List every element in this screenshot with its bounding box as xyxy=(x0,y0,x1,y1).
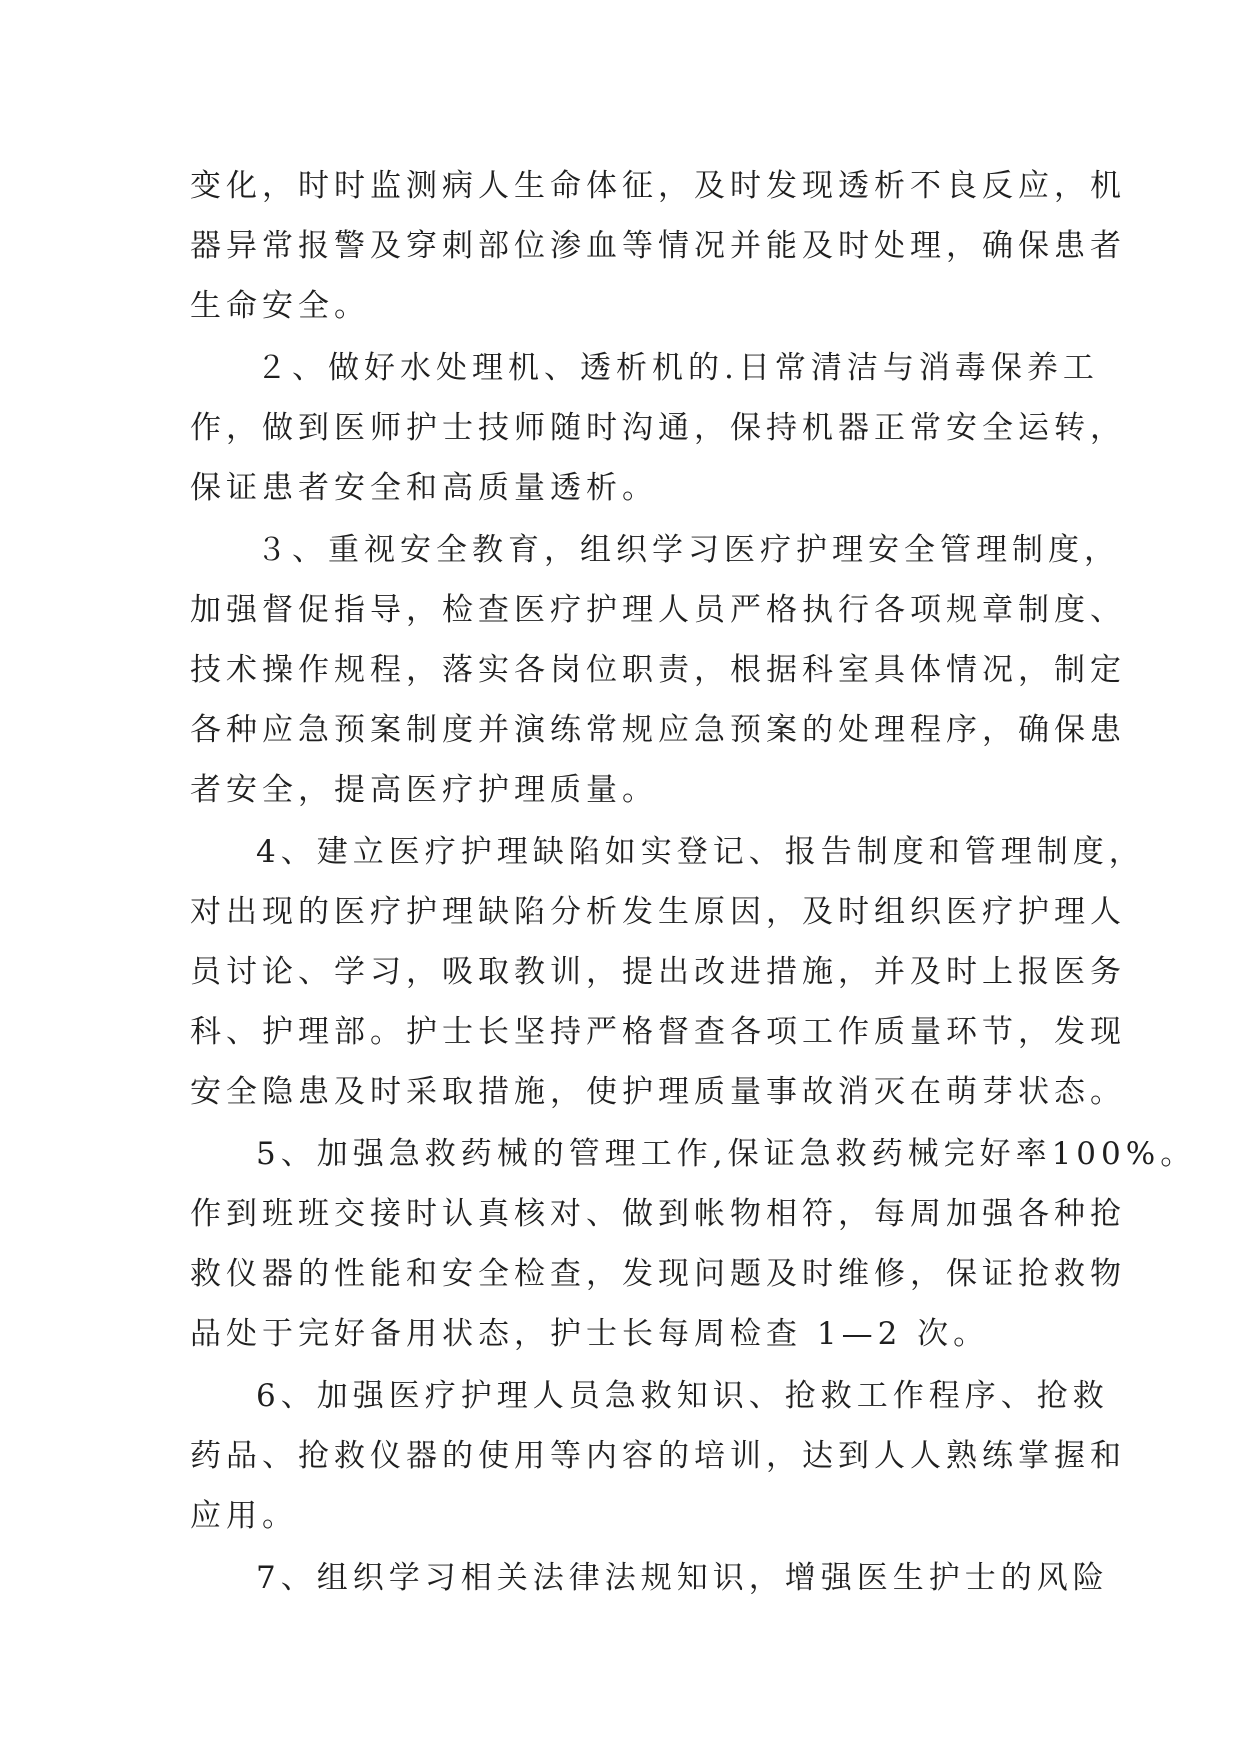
document-body xyxy=(190,156,1197,1608)
paragraph-item-7 xyxy=(190,1548,1109,1608)
text-line: 作，做到医师护士技师随时沟通，保持机器正常安全运转， xyxy=(190,410,1126,446)
paragraph-continuation xyxy=(190,156,1126,336)
text-line: 器异常报警及穿刺部位渗血等情况并能及时处理，确保患者 xyxy=(190,228,1126,264)
text-line: 6、加强医疗护理人员急救知识、抢救工作程序、抢救 xyxy=(256,1378,1109,1414)
text-line: 生命安全。 xyxy=(190,288,370,324)
text-line: 4、建立医疗护理缺陷如实登记、报告制度和管理制度， xyxy=(256,834,1145,870)
text-line: 品处于完好备用状态，护士长每周检查 1—2 次。 xyxy=(190,1316,990,1352)
paragraph-item-4 xyxy=(190,822,1145,1122)
paragraph-item-6 xyxy=(190,1366,1126,1546)
text-line: 药品、抢救仪器的使用等内容的培训，达到人人熟练掌握和 xyxy=(190,1438,1126,1474)
text-line: 科、护理部。护士长坚持严格督查各项工作质量环节，发现 xyxy=(190,1014,1126,1050)
text-line: ３、重视安全教育，组织学习医疗护理安全管理制度， xyxy=(256,532,1120,568)
text-line: 救仪器的性能和安全检查，发现问题及时维修，保证抢救物 xyxy=(190,1256,1126,1292)
text-line: ２、做好水处理机、透析机的.日常清洁与消毒保养工 xyxy=(256,350,1099,386)
paragraph-item-5 xyxy=(190,1124,1197,1364)
text-line: 作到班班交接时认真核对、做到帐物相符，每周加强各种抢 xyxy=(190,1196,1126,1232)
paragraph-item-3 xyxy=(190,520,1126,820)
text-line: 技术操作规程，落实各岗位职责，根据科室具体情况，制定 xyxy=(190,652,1126,688)
paragraph-item-2 xyxy=(190,338,1126,518)
text-line: 者安全，提高医疗护理质量。 xyxy=(190,772,658,808)
text-line: 加强督促指导，检查医疗护理人员严格执行各项规章制度、 xyxy=(190,592,1126,628)
text-line: 各种应急预案制度并演练常规应急预案的处理程序，确保患 xyxy=(190,712,1126,748)
text-line: 应用。 xyxy=(190,1498,298,1534)
text-line: 安全隐患及时采取措施，使护理质量事故消灭在萌芽状态。 xyxy=(190,1074,1126,1110)
text-line: 变化，时时监测病人生命体征，及时发现透析不良反应，机 xyxy=(190,168,1126,204)
text-line: 员讨论、学习，吸取教训，提出改进措施，并及时上报医务 xyxy=(190,954,1126,990)
text-line: 5、加强急救药械的管理工作,保证急救药械完好率100%。 xyxy=(256,1136,1197,1172)
text-line: 对出现的医疗护理缺陷分析发生原因，及时组织医疗护理人 xyxy=(190,894,1126,930)
text-line: 保证患者安全和高质量透析。 xyxy=(190,470,658,506)
text-line: 7、组织学习相关法律法规知识，增强医生护士的风险 xyxy=(256,1560,1109,1596)
